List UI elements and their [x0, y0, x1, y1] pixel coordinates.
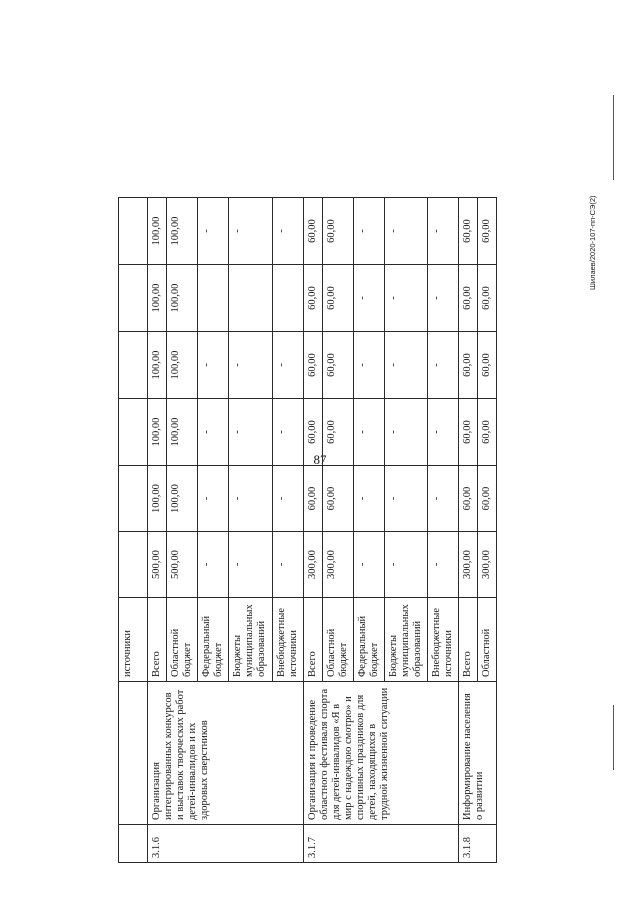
- value-cell: -: [353, 332, 384, 399]
- value-cell: 100,00: [148, 198, 167, 265]
- value-cell: [229, 265, 272, 332]
- value-cell: -: [272, 532, 303, 598]
- value-cell: 60,00: [303, 198, 322, 265]
- source-cell: источники: [119, 598, 148, 682]
- table-rotated-box: [118, 198, 588, 863]
- value-cell: 60,00: [459, 265, 478, 332]
- source-cell: Всего: [459, 598, 478, 682]
- table-row: [119, 198, 148, 863]
- value-cell: -: [229, 198, 272, 265]
- value-cell: 100,00: [148, 265, 167, 332]
- value-cell: -: [229, 466, 272, 532]
- value-cell: -: [353, 466, 384, 532]
- value-cell: -: [428, 532, 459, 598]
- value-cell: 100,00: [148, 399, 167, 466]
- source-cell: Бюджеты муниципальных образований: [384, 598, 427, 682]
- value-cell: 60,00: [303, 466, 322, 532]
- value-cell: 300,00: [322, 532, 353, 598]
- value-cell: 500,00: [167, 532, 198, 598]
- value-cell: -: [428, 466, 459, 532]
- value-cell: 60,00: [322, 466, 353, 532]
- value-cell: -: [353, 198, 384, 265]
- table-cell: [119, 332, 148, 399]
- item-name-cell: Информирование населения о развитии: [459, 682, 497, 825]
- value-cell: -: [384, 399, 427, 466]
- value-cell: 100,00: [148, 466, 167, 532]
- table-cell: [119, 198, 148, 265]
- value-cell: -: [272, 399, 303, 466]
- value-cell: -: [272, 332, 303, 399]
- value-cell: 60,00: [459, 466, 478, 532]
- source-cell: Областной: [478, 598, 497, 682]
- value-cell: 100,00: [167, 399, 198, 466]
- value-cell: -: [384, 332, 427, 399]
- value-cell: -: [229, 399, 272, 466]
- source-cell: Внебюджетные источники: [428, 598, 459, 682]
- item-name-cell: Организация и проведение областного фестиваля спорта для детей-инвалидов «Я в мир с надеждою смотрю» и спортивных праздников для детей, находящихся в трудной жизненной ситуации: [303, 682, 459, 825]
- value-cell: -: [428, 399, 459, 466]
- table-cell: [119, 399, 148, 466]
- value-cell: 100,00: [167, 466, 198, 532]
- value-cell: 100,00: [167, 265, 198, 332]
- funding-table: [118, 197, 497, 863]
- value-cell: -: [428, 198, 459, 265]
- table-cell: [119, 265, 148, 332]
- item-number-cell: 3.1.6: [148, 825, 304, 863]
- value-cell: [198, 265, 229, 332]
- value-cell: 60,00: [478, 332, 497, 399]
- table-row: [459, 198, 478, 863]
- document-code: [588, 150, 612, 290]
- value-cell: -: [384, 198, 427, 265]
- value-cell: -: [428, 265, 459, 332]
- value-cell: 60,00: [322, 198, 353, 265]
- value-cell: -: [384, 532, 427, 598]
- value-cell: -: [198, 466, 229, 532]
- source-cell: Всего: [148, 598, 167, 682]
- value-cell: -: [198, 198, 229, 265]
- value-cell: 60,00: [322, 332, 353, 399]
- value-cell: 60,00: [322, 265, 353, 332]
- source-cell: Бюджеты муниципальных образований: [229, 598, 272, 682]
- value-cell: 60,00: [303, 332, 322, 399]
- value-cell: [272, 265, 303, 332]
- value-cell: 60,00: [478, 198, 497, 265]
- value-cell: -: [384, 265, 427, 332]
- value-cell: 100,00: [148, 332, 167, 399]
- value-cell: 60,00: [303, 265, 322, 332]
- source-cell: Внебюджетные источники: [272, 598, 303, 682]
- table-body: [119, 198, 497, 863]
- value-cell: 60,00: [478, 466, 497, 532]
- margin-line-bottom: [613, 705, 614, 770]
- value-cell: 300,00: [478, 532, 497, 598]
- table-cell: [119, 532, 148, 598]
- table-cell: [119, 682, 148, 825]
- value-cell: -: [353, 532, 384, 598]
- value-cell: 60,00: [303, 399, 322, 466]
- value-cell: -: [198, 399, 229, 466]
- table-cell: [119, 825, 148, 863]
- source-cell: Федеральный бюджет: [353, 598, 384, 682]
- item-number-cell: 3.1.8: [459, 825, 497, 863]
- value-cell: -: [428, 332, 459, 399]
- value-cell: 60,00: [459, 198, 478, 265]
- value-cell: -: [384, 466, 427, 532]
- item-number-cell: 3.1.7: [303, 825, 459, 863]
- table-row: [148, 198, 167, 863]
- value-cell: 60,00: [459, 332, 478, 399]
- value-cell: -: [229, 332, 272, 399]
- value-cell: 60,00: [478, 265, 497, 332]
- value-cell: 100,00: [167, 198, 198, 265]
- value-cell: -: [272, 466, 303, 532]
- value-cell: -: [272, 198, 303, 265]
- value-cell: -: [353, 399, 384, 466]
- source-cell: Федеральный бюджет: [198, 598, 229, 682]
- value-cell: 500,00: [148, 532, 167, 598]
- source-cell: Всего: [303, 598, 322, 682]
- item-name-cell: Организация интегрированных конкурсов и выставок творческих работ детей-инвалидов и их здоровых сверстников: [148, 682, 304, 825]
- value-cell: -: [198, 332, 229, 399]
- margin-line-top: [613, 95, 614, 180]
- value-cell: 300,00: [303, 532, 322, 598]
- page-number: 87: [313, 452, 327, 467]
- value-cell: 60,00: [459, 399, 478, 466]
- value-cell: 100,00: [167, 332, 198, 399]
- source-cell: Областной бюджет: [322, 598, 353, 682]
- table-row: [303, 198, 322, 863]
- table-cell: [119, 466, 148, 532]
- value-cell: 60,00: [478, 399, 497, 466]
- value-cell: -: [229, 532, 272, 598]
- source-cell: Областной бюджет: [167, 598, 198, 682]
- value-cell: -: [353, 265, 384, 332]
- value-cell: -: [198, 532, 229, 598]
- table-rotation-frame: [118, 198, 588, 863]
- value-cell: 60,00: [322, 399, 353, 466]
- document-code-text: Шилаев/2020-107-пп-СЭ(2): [588, 195, 597, 290]
- value-cell: 300,00: [459, 532, 478, 598]
